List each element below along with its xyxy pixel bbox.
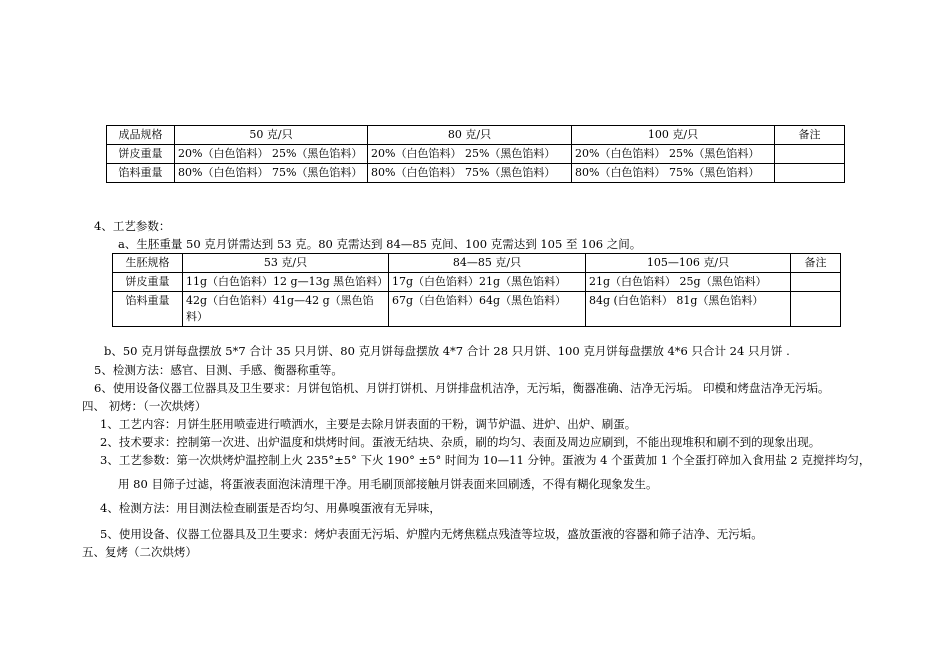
section-4a-text: a、生胚重量 50 克月饼需达到 53 克。80 克需达到 84—85 克间、100 克需达到 105 至 106 之间。 [118, 237, 642, 251]
table-header-cell: 100 克/只 [572, 126, 775, 145]
paragraph-1: 1、工艺内容：月饼生胚用喷壶进行喷洒水，主要是去除月饼表面的干粉，调节炉温、进炉、出炉、刷蛋。 [100, 417, 637, 431]
table-cell: 80%（白色馅料） 75%（黑色馅料） [175, 164, 368, 183]
table-cell: 84g (白色馅料） 81g（黑色馅料） [586, 292, 791, 327]
table-cell [775, 145, 845, 164]
paragraph-4: 4、检测方法：用目测法检查刷蛋是否均匀、用鼻嗅蛋液有无异味， [100, 501, 441, 515]
raw-spec-table [112, 253, 841, 327]
table-cell: 20%（白色馅料） 25%（黑色馅料） [175, 145, 368, 164]
row-label: 馅料重量 [113, 292, 183, 327]
table-cell: 17g（白色馅料）21g（黑色馅料） [389, 273, 586, 292]
table-cell: 21g（白色馅料） 25g（黑色馅料） [586, 273, 791, 292]
table-row [107, 164, 845, 183]
row-label: 饼皮重量 [107, 145, 175, 164]
chapter-5-heading: 五、复烤（二次烘烤） [82, 545, 197, 559]
table-header-cell: 50 克/只 [175, 126, 368, 145]
table-header-row [107, 126, 845, 145]
section-5-text: 5、检测方法：感官、目测、手感、衡器称重等。 [94, 363, 343, 377]
table-cell: 42g（白色馅料）41g—42 g（黑色馅料） [183, 292, 389, 327]
table-cell: 20%（白色馅料） 25%（黑色馅料） [368, 145, 572, 164]
table-row [107, 145, 845, 164]
table-cell [791, 292, 841, 327]
table-cell: 11g（白色馅料）12 g—13g 黑色馅料） [183, 273, 389, 292]
table-cell: 20%（白色馅料） 25%（黑色馅料） [572, 145, 775, 164]
table-row [113, 292, 841, 327]
table-header-cell: 53 克/只 [183, 254, 389, 273]
table-cell: 67g（白色馅料）64g（黑色馅料） [389, 292, 586, 327]
section-6-text: 6、使用设备仪器工位器具及卫生要求：月饼包馅机、月饼打饼机、月饼排盘机洁净，无污垢，衡器准确、洁净无污垢。 印模和烤盘洁净无污垢。 [94, 381, 830, 395]
table-row [113, 273, 841, 292]
section-4b-text: b、50 克月饼每盘摆放 5*7 合计 35 只月饼、80 克月饼每盘摆放 4*7 合计 28 只月饼、100 克月饼每盘摆放 4*6 只合计 24 只月饼 . [104, 344, 790, 358]
table-header-cell: 成品规格 [107, 126, 175, 145]
table-header-cell: 备注 [791, 254, 841, 273]
paragraph-3-continued: 用 80 目筛子过滤，将蛋液表面泡沫清理干净。用毛刷顶部接触月饼表面来回刷透，不得有糊化现象发生。 [118, 477, 658, 491]
paragraph-5: 5、使用设备、仪器工位器具及卫生要求：烤炉表面无污垢、炉膛内无烤焦糕点残渣等垃圾，盛放蛋液的容器和筛子洁净、无污垢。 [100, 527, 763, 541]
table-header-cell: 备注 [775, 126, 845, 145]
table-header-cell: 84—85 克/只 [389, 254, 586, 273]
chapter-4-heading: 四、 初烤：（一次烘烤） [82, 399, 207, 413]
row-label: 饼皮重量 [113, 273, 183, 292]
table-cell: 80%（白色馅料） 75%（黑色馅料） [572, 164, 775, 183]
table-header-cell: 105—106 克/只 [586, 254, 791, 273]
paragraph-2: 2、技术要求：控制第一次进、出炉温度和烘烤时间。蛋液无结块、杂质，刷的均匀、表面及周边应刷到，不能出现堆积和刷不到的现象出现。 [100, 435, 821, 449]
table-cell [791, 273, 841, 292]
table-cell: 80%（白色馅料） 75%（黑色馅料） [368, 164, 572, 183]
paragraph-3: 3、工艺参数：第一次烘烤炉温控制上火 235°±5° 下火 190° ±5° 时间为 10—11 分钟。蛋液为 4 个蛋黄加 1 个全蛋打碎加入食用盐 2 克搅拌均匀， [100, 453, 871, 467]
row-label: 馅料重量 [107, 164, 175, 183]
table-cell [775, 164, 845, 183]
table-header-cell: 80 克/只 [368, 126, 572, 145]
finished-spec-table [106, 125, 845, 183]
table-header-row [113, 254, 841, 273]
section-4-title: 4、工艺参数： [94, 219, 171, 233]
table-header-cell: 生胚规格 [113, 254, 183, 273]
